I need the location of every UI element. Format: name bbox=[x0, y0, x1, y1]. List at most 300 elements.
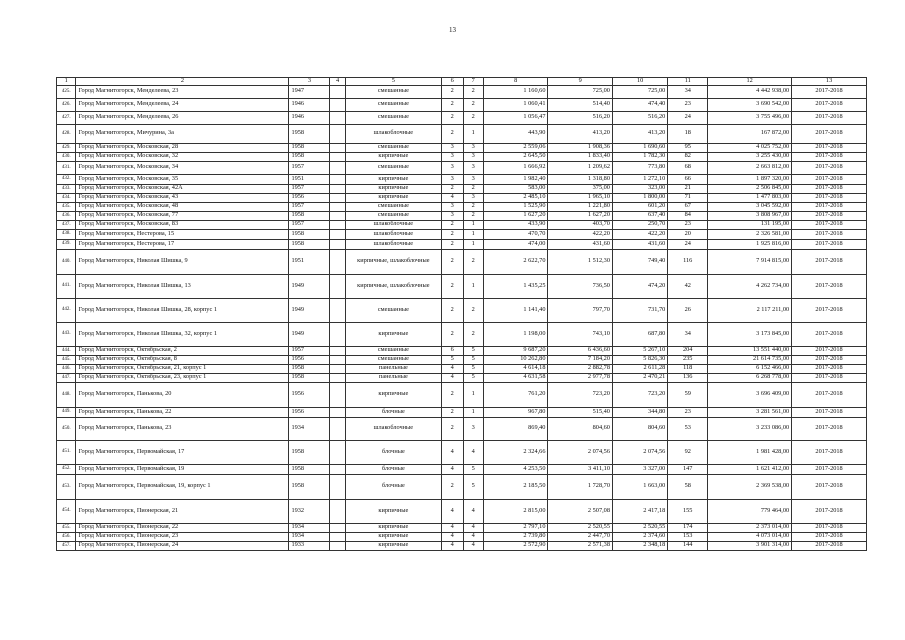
column-number: 10 bbox=[612, 78, 667, 86]
residential-area-cell: 637,40 bbox=[612, 211, 667, 220]
floors-cell: 2 bbox=[442, 417, 464, 440]
row-number: 444. bbox=[57, 346, 76, 355]
area-cell: 2 447,70 bbox=[548, 532, 613, 541]
residential-area-cell: 2 611,28 bbox=[612, 364, 667, 373]
empty-cell bbox=[330, 474, 345, 499]
table-row bbox=[57, 373, 867, 382]
entrances-cell: 5 bbox=[463, 373, 483, 382]
entrances-cell: 2 bbox=[463, 202, 483, 211]
wall-material-cell: кирпичные bbox=[345, 193, 441, 202]
column-number: 6 bbox=[442, 78, 464, 86]
address-cell: Город Магнитогорск, Мичурина, 3а bbox=[76, 124, 289, 143]
area-cell: 2 571,38 bbox=[548, 541, 613, 550]
entrances-cell: 2 bbox=[463, 249, 483, 274]
address-cell: Город Магнитогорск, Николая Шишка, 28, корпус 1 bbox=[76, 298, 289, 322]
row-number: 442. bbox=[57, 298, 76, 322]
residential-area-cell: 804,60 bbox=[612, 417, 667, 440]
floors-cell: 6 bbox=[442, 346, 464, 355]
residential-area-cell: 723,20 bbox=[612, 382, 667, 407]
address-cell: Город Магнитогорск, Панькова, 23 bbox=[76, 417, 289, 440]
row-number: 456. bbox=[57, 532, 76, 541]
repair-cost-cell: 3 690 542,00 bbox=[708, 98, 792, 111]
entrances-cell: 5 bbox=[463, 464, 483, 474]
wall-material-cell: смешанные bbox=[345, 202, 441, 211]
table-row bbox=[57, 143, 867, 152]
residents-cell: 82 bbox=[668, 152, 708, 161]
repair-period-cell: 2017-2018 bbox=[792, 143, 867, 152]
residents-cell: 34 bbox=[668, 322, 708, 346]
wall-material-cell: кирпичные bbox=[345, 174, 441, 184]
empty-cell bbox=[330, 523, 345, 532]
floors-cell: 2 bbox=[442, 98, 464, 111]
residential-area-cell: 773,80 bbox=[612, 161, 667, 174]
year-cell: 1958 bbox=[289, 229, 330, 239]
wall-material-cell: смешанные bbox=[345, 355, 441, 364]
table-row bbox=[57, 364, 867, 373]
total-area-cell: 1 060,41 bbox=[483, 98, 548, 111]
residents-cell: 68 bbox=[668, 161, 708, 174]
area-cell: 736,50 bbox=[548, 274, 613, 298]
floors-cell: 4 bbox=[442, 193, 464, 202]
residential-area-cell: 5 267,10 bbox=[612, 346, 667, 355]
row-number: 446. bbox=[57, 364, 76, 373]
table-row bbox=[57, 124, 867, 143]
row-number: 429. bbox=[57, 143, 76, 152]
empty-cell bbox=[330, 111, 345, 124]
table-row bbox=[57, 322, 867, 346]
area-cell: 1 221,80 bbox=[548, 202, 613, 211]
residents-cell: 26 bbox=[668, 298, 708, 322]
floors-cell: 2 bbox=[442, 111, 464, 124]
wall-material-cell: блочные bbox=[345, 464, 441, 474]
floors-cell: 4 bbox=[442, 523, 464, 532]
area-cell: 413,20 bbox=[548, 124, 613, 143]
wall-material-cell: шлакоблочные bbox=[345, 417, 441, 440]
row-number: 431. bbox=[57, 161, 76, 174]
floors-cell: 4 bbox=[442, 541, 464, 550]
empty-cell bbox=[330, 355, 345, 364]
residential-area-cell: 2 374,60 bbox=[612, 532, 667, 541]
row-number: 425. bbox=[57, 85, 76, 98]
row-number: 452. bbox=[57, 464, 76, 474]
residents-cell: 23 bbox=[668, 98, 708, 111]
total-area-cell: 761,20 bbox=[483, 382, 548, 407]
residents-cell: 21 bbox=[668, 184, 708, 193]
row-number: 430. bbox=[57, 152, 76, 161]
wall-material-cell: смешанные bbox=[345, 111, 441, 124]
residents-cell: 147 bbox=[668, 464, 708, 474]
entrances-cell: 3 bbox=[463, 161, 483, 174]
residential-area-cell: 323,00 bbox=[612, 184, 667, 193]
residential-area-cell: 731,70 bbox=[612, 298, 667, 322]
row-number: 439. bbox=[57, 239, 76, 249]
empty-cell bbox=[330, 417, 345, 440]
repair-period-cell: 2017-2018 bbox=[792, 202, 867, 211]
address-cell: Город Магнитогорск, Октябрьская, 21, корпус 1 bbox=[76, 364, 289, 373]
entrances-cell: 2 bbox=[463, 184, 483, 193]
row-number: 455. bbox=[57, 523, 76, 532]
residential-area-cell: 516,20 bbox=[612, 111, 667, 124]
year-cell: 1934 bbox=[289, 417, 330, 440]
repair-period-cell: 2017-2018 bbox=[792, 523, 867, 532]
repair-period-cell: 2017-2018 bbox=[792, 220, 867, 229]
residential-area-cell: 3 327,00 bbox=[612, 464, 667, 474]
repair-cost-cell: 131 195,00 bbox=[708, 220, 792, 229]
area-cell: 2 977,78 bbox=[548, 373, 613, 382]
repair-cost-cell: 4 073 014,00 bbox=[708, 532, 792, 541]
residents-cell: 235 bbox=[668, 355, 708, 364]
table-row bbox=[57, 407, 867, 417]
total-area-cell: 1 056,47 bbox=[483, 111, 548, 124]
residents-cell: 84 bbox=[668, 211, 708, 220]
residents-cell: 116 bbox=[668, 249, 708, 274]
row-number: 450. bbox=[57, 417, 76, 440]
table-row bbox=[57, 464, 867, 474]
address-cell: Город Магнитогорск, Пионерская, 21 bbox=[76, 499, 289, 523]
year-cell: 1957 bbox=[289, 202, 330, 211]
total-area-cell: 9 687,20 bbox=[483, 346, 548, 355]
repair-cost-cell: 3 808 967,00 bbox=[708, 211, 792, 220]
total-area-cell: 1 627,20 bbox=[483, 211, 548, 220]
repair-period-cell: 2017-2018 bbox=[792, 193, 867, 202]
page-number: 13 bbox=[449, 26, 456, 34]
area-cell: 723,20 bbox=[548, 382, 613, 407]
address-cell: Город Магнитогорск, Московская, 35 bbox=[76, 174, 289, 184]
address-cell: Город Магнитогорск, Московская, 43 bbox=[76, 193, 289, 202]
floors-cell: 3 bbox=[442, 152, 464, 161]
empty-cell bbox=[330, 193, 345, 202]
total-area-cell: 4 253,50 bbox=[483, 464, 548, 474]
repair-period-cell: 2017-2018 bbox=[792, 211, 867, 220]
table-row bbox=[57, 499, 867, 523]
repair-period-cell: 2017-2018 bbox=[792, 417, 867, 440]
wall-material-cell: шлакоблочные bbox=[345, 229, 441, 239]
residential-area-cell: 2 470,21 bbox=[612, 373, 667, 382]
wall-material-cell: кирпичные bbox=[345, 184, 441, 193]
empty-cell bbox=[330, 143, 345, 152]
total-area-cell: 2 739,80 bbox=[483, 532, 548, 541]
empty-cell bbox=[330, 239, 345, 249]
year-cell: 1958 bbox=[289, 464, 330, 474]
total-area-cell: 1 198,00 bbox=[483, 322, 548, 346]
row-number: 433. bbox=[57, 184, 76, 193]
year-cell: 1946 bbox=[289, 98, 330, 111]
year-cell: 1949 bbox=[289, 322, 330, 346]
wall-material-cell: смешанные bbox=[345, 211, 441, 220]
row-number: 449. bbox=[57, 407, 76, 417]
floors-cell: 4 bbox=[442, 464, 464, 474]
repair-cost-cell: 3 233 086,00 bbox=[708, 417, 792, 440]
address-cell: Город Магнитогорск, Менделеева, 23 bbox=[76, 85, 289, 98]
residents-cell: 24 bbox=[668, 111, 708, 124]
column-number: 9 bbox=[548, 78, 613, 86]
wall-material-cell: смешанные bbox=[345, 346, 441, 355]
floors-cell: 2 bbox=[442, 322, 464, 346]
year-cell: 1958 bbox=[289, 124, 330, 143]
area-cell: 515,40 bbox=[548, 407, 613, 417]
row-number: 434. bbox=[57, 193, 76, 202]
empty-cell bbox=[330, 440, 345, 464]
entrances-cell: 3 bbox=[463, 143, 483, 152]
table-row bbox=[57, 220, 867, 229]
entrances-cell: 1 bbox=[463, 229, 483, 239]
residential-area-cell: 2 417,18 bbox=[612, 499, 667, 523]
residents-cell: 155 bbox=[668, 499, 708, 523]
year-cell: 1956 bbox=[289, 193, 330, 202]
repair-cost-cell: 21 614 735,00 bbox=[708, 355, 792, 364]
address-cell: Город Магнитогорск, Московская, 83 bbox=[76, 220, 289, 229]
residents-cell: 95 bbox=[668, 143, 708, 152]
row-number: 436. bbox=[57, 211, 76, 220]
repair-cost-cell: 1 925 816,00 bbox=[708, 239, 792, 249]
address-cell: Город Магнитогорск, Октябрьская, 2 bbox=[76, 346, 289, 355]
year-cell: 1949 bbox=[289, 298, 330, 322]
wall-material-cell: смешанные bbox=[345, 143, 441, 152]
year-cell: 1958 bbox=[289, 239, 330, 249]
residents-cell: 42 bbox=[668, 274, 708, 298]
repair-cost-cell: 6 268 778,00 bbox=[708, 373, 792, 382]
table-row bbox=[57, 85, 867, 98]
area-cell: 1 728,70 bbox=[548, 474, 613, 499]
year-cell: 1958 bbox=[289, 373, 330, 382]
area-cell: 2 074,56 bbox=[548, 440, 613, 464]
area-cell: 1 908,36 bbox=[548, 143, 613, 152]
floors-cell: 2 bbox=[442, 298, 464, 322]
repair-cost-cell: 13 551 440,00 bbox=[708, 346, 792, 355]
entrances-cell: 2 bbox=[463, 322, 483, 346]
address-cell: Город Магнитогорск, Московская, 28 bbox=[76, 143, 289, 152]
floors-cell: 3 bbox=[442, 161, 464, 174]
table-row bbox=[57, 229, 867, 239]
column-number: 1 bbox=[57, 78, 76, 86]
year-cell: 1958 bbox=[289, 440, 330, 464]
area-cell: 516,20 bbox=[548, 111, 613, 124]
area-cell: 2 882,78 bbox=[548, 364, 613, 373]
table-row bbox=[57, 152, 867, 161]
year-cell: 1956 bbox=[289, 355, 330, 364]
residential-area-cell: 601,20 bbox=[612, 202, 667, 211]
residential-area-cell: 1 690,60 bbox=[612, 143, 667, 152]
entrances-cell: 3 bbox=[463, 174, 483, 184]
repair-cost-cell: 2 373 014,00 bbox=[708, 523, 792, 532]
repair-period-cell: 2017-2018 bbox=[792, 499, 867, 523]
empty-cell bbox=[330, 211, 345, 220]
repair-period-cell: 2017-2018 bbox=[792, 274, 867, 298]
area-cell: 7 184,20 bbox=[548, 355, 613, 364]
repair-cost-cell: 1 477 803,00 bbox=[708, 193, 792, 202]
floors-cell: 3 bbox=[442, 202, 464, 211]
row-number: 427. bbox=[57, 111, 76, 124]
total-area-cell: 2 324,66 bbox=[483, 440, 548, 464]
address-cell: Город Магнитогорск, Октябрьская, 23, корпус 1 bbox=[76, 373, 289, 382]
address-cell: Город Магнитогорск, Николая Шишка, 13 bbox=[76, 274, 289, 298]
table-row bbox=[57, 193, 867, 202]
repair-period-cell: 2017-2018 bbox=[792, 407, 867, 417]
repair-cost-cell: 2 663 812,00 bbox=[708, 161, 792, 174]
row-number: 437. bbox=[57, 220, 76, 229]
empty-cell bbox=[330, 174, 345, 184]
address-cell: Город Магнитогорск, Московская, 42А bbox=[76, 184, 289, 193]
year-cell: 1958 bbox=[289, 143, 330, 152]
wall-material-cell: шлакоблочные bbox=[345, 220, 441, 229]
area-cell: 1 833,40 bbox=[548, 152, 613, 161]
entrances-cell: 4 bbox=[463, 532, 483, 541]
empty-cell bbox=[330, 249, 345, 274]
column-number: 12 bbox=[708, 78, 792, 86]
column-number: 2 bbox=[76, 78, 289, 86]
table-row bbox=[57, 184, 867, 193]
residents-cell: 144 bbox=[668, 541, 708, 550]
entrances-cell: 1 bbox=[463, 382, 483, 407]
row-number: 443. bbox=[57, 322, 76, 346]
floors-cell: 4 bbox=[442, 440, 464, 464]
repair-period-cell: 2017-2018 bbox=[792, 239, 867, 249]
table-row bbox=[57, 211, 867, 220]
residential-area-cell: 250,70 bbox=[612, 220, 667, 229]
year-cell: 1957 bbox=[289, 184, 330, 193]
table-row bbox=[57, 298, 867, 322]
repair-cost-cell: 3 255 430,00 bbox=[708, 152, 792, 161]
area-cell: 6 436,60 bbox=[548, 346, 613, 355]
floors-cell: 2 bbox=[442, 249, 464, 274]
wall-material-cell: кирпичные bbox=[345, 322, 441, 346]
empty-cell bbox=[330, 541, 345, 550]
repair-cost-cell: 6 152 466,00 bbox=[708, 364, 792, 373]
repair-cost-cell: 3 901 314,00 bbox=[708, 541, 792, 550]
area-cell: 2 520,55 bbox=[548, 523, 613, 532]
year-cell: 1957 bbox=[289, 161, 330, 174]
repair-cost-cell: 2 506 845,00 bbox=[708, 184, 792, 193]
repair-cost-cell: 4 025 752,00 bbox=[708, 143, 792, 152]
year-cell: 1958 bbox=[289, 364, 330, 373]
table-row bbox=[57, 274, 867, 298]
table-row bbox=[57, 239, 867, 249]
repair-period-cell: 2017-2018 bbox=[792, 355, 867, 364]
empty-cell bbox=[330, 532, 345, 541]
floors-cell: 2 bbox=[442, 184, 464, 193]
repair-period-cell: 2017-2018 bbox=[792, 124, 867, 143]
entrances-cell: 4 bbox=[463, 523, 483, 532]
row-number: 453. bbox=[57, 474, 76, 499]
residential-area-cell: 2 074,56 bbox=[612, 440, 667, 464]
year-cell: 1951 bbox=[289, 249, 330, 274]
column-number: 5 bbox=[345, 78, 441, 86]
residents-cell: 71 bbox=[668, 193, 708, 202]
total-area-cell: 1 141,40 bbox=[483, 298, 548, 322]
entrances-cell: 2 bbox=[463, 111, 483, 124]
area-cell: 422,20 bbox=[548, 229, 613, 239]
empty-cell bbox=[330, 346, 345, 355]
total-area-cell: 1 525,90 bbox=[483, 202, 548, 211]
total-area-cell: 1 982,40 bbox=[483, 174, 548, 184]
area-cell: 743,10 bbox=[548, 322, 613, 346]
empty-cell bbox=[330, 298, 345, 322]
address-cell: Город Магнитогорск, Московская, 48 bbox=[76, 202, 289, 211]
total-area-cell: 4 614,18 bbox=[483, 364, 548, 373]
wall-material-cell: кирпичные bbox=[345, 523, 441, 532]
floors-cell: 4 bbox=[442, 364, 464, 373]
residents-cell: 136 bbox=[668, 373, 708, 382]
total-area-cell: 2 815,00 bbox=[483, 499, 548, 523]
repair-cost-cell: 1 621 412,00 bbox=[708, 464, 792, 474]
row-number: 435. bbox=[57, 202, 76, 211]
wall-material-cell: кирпичные bbox=[345, 382, 441, 407]
entrances-cell: 1 bbox=[463, 274, 483, 298]
residents-cell: 204 bbox=[668, 346, 708, 355]
repair-cost-cell: 3 045 592,00 bbox=[708, 202, 792, 211]
area-cell: 725,00 bbox=[548, 85, 613, 98]
residents-cell: 153 bbox=[668, 532, 708, 541]
empty-cell bbox=[330, 364, 345, 373]
address-cell: Город Магнитогорск, Московская, 32 bbox=[76, 152, 289, 161]
empty-cell bbox=[330, 407, 345, 417]
repair-period-cell: 2017-2018 bbox=[792, 298, 867, 322]
entrances-cell: 1 bbox=[463, 239, 483, 249]
total-area-cell: 2 797,10 bbox=[483, 523, 548, 532]
repair-cost-cell: 3 173 845,00 bbox=[708, 322, 792, 346]
residents-cell: 20 bbox=[668, 229, 708, 239]
repair-period-cell: 2017-2018 bbox=[792, 322, 867, 346]
wall-material-cell: блочные bbox=[345, 474, 441, 499]
repair-cost-cell: 3 696 409,00 bbox=[708, 382, 792, 407]
entrances-cell: 4 bbox=[463, 499, 483, 523]
year-cell: 1932 bbox=[289, 499, 330, 523]
repair-cost-cell: 1 897 320,00 bbox=[708, 174, 792, 184]
repair-period-cell: 2017-2018 bbox=[792, 111, 867, 124]
wall-material-cell: шлакоблочные bbox=[345, 239, 441, 249]
residential-area-cell: 474,20 bbox=[612, 274, 667, 298]
repair-period-cell: 2017-2018 bbox=[792, 98, 867, 111]
area-cell: 514,40 bbox=[548, 98, 613, 111]
residents-cell: 59 bbox=[668, 382, 708, 407]
residential-area-cell: 687,80 bbox=[612, 322, 667, 346]
row-number: 426. bbox=[57, 98, 76, 111]
total-area-cell: 1 160,60 bbox=[483, 85, 548, 98]
wall-material-cell: смешанные bbox=[345, 98, 441, 111]
floors-cell: 2 bbox=[442, 382, 464, 407]
table-row bbox=[57, 532, 867, 541]
residents-cell: 24 bbox=[668, 239, 708, 249]
wall-material-cell: блочные bbox=[345, 407, 441, 417]
column-number: 3 bbox=[289, 78, 330, 86]
residential-area-cell: 5 826,30 bbox=[612, 355, 667, 364]
table-row bbox=[57, 98, 867, 111]
repair-cost-cell: 1 981 428,00 bbox=[708, 440, 792, 464]
area-cell: 2 507,08 bbox=[548, 499, 613, 523]
residents-cell: 34 bbox=[668, 85, 708, 98]
column-number: 4 bbox=[330, 78, 345, 86]
table-row bbox=[57, 174, 867, 184]
year-cell: 1958 bbox=[289, 474, 330, 499]
repair-cost-cell: 2 326 581,00 bbox=[708, 229, 792, 239]
year-cell: 1958 bbox=[289, 152, 330, 161]
area-cell: 1 318,80 bbox=[548, 174, 613, 184]
wall-material-cell: кирпичные, шлакоблочные bbox=[345, 274, 441, 298]
entrances-cell: 2 bbox=[463, 211, 483, 220]
table-row bbox=[57, 523, 867, 532]
repair-period-cell: 2017-2018 bbox=[792, 85, 867, 98]
total-area-cell: 4 631,58 bbox=[483, 373, 548, 382]
address-cell: Город Магнитогорск, Первомайская, 19, корпус 1 bbox=[76, 474, 289, 499]
empty-cell bbox=[330, 98, 345, 111]
residential-area-cell: 1 663,00 bbox=[612, 474, 667, 499]
residents-cell: 67 bbox=[668, 202, 708, 211]
repair-period-cell: 2017-2018 bbox=[792, 161, 867, 174]
row-number: 440. bbox=[57, 249, 76, 274]
residents-cell: 66 bbox=[668, 174, 708, 184]
repair-period-cell: 2017-2018 bbox=[792, 229, 867, 239]
area-cell: 431,60 bbox=[548, 239, 613, 249]
